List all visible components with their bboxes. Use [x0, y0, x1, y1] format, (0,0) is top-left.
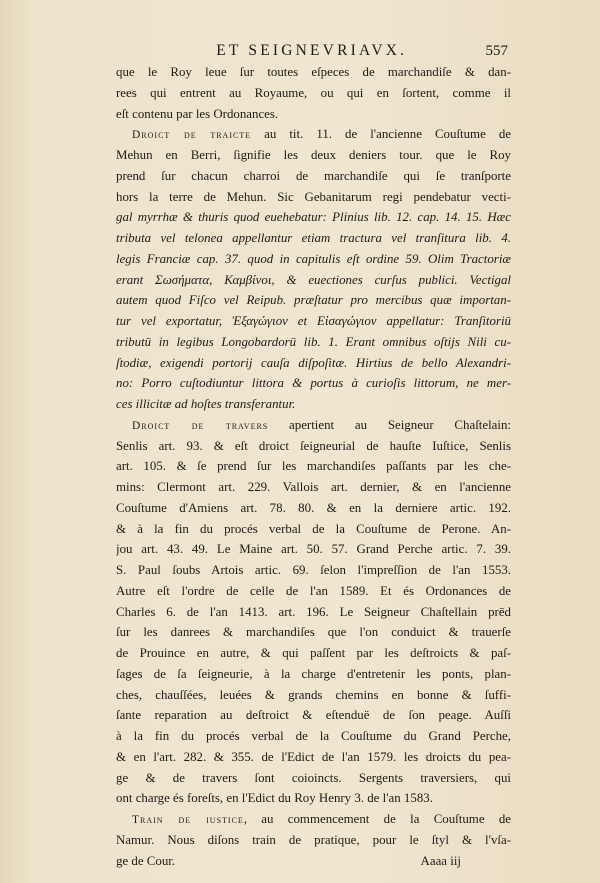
text-line: Mehun en Berri, ſignifie les deux deniers tour. que le Roy — [116, 148, 511, 162]
text-line: & en l'art. 282. & 355. de l'Edict de l'an 1579. les droicts du pea- — [116, 749, 511, 764]
text-line: ſante reparation au deſtroict & eſtenduë de ſon peage. Auſſi — [116, 708, 511, 723]
last-line — [116, 851, 511, 872]
text-line: prend ſur chacun charroi de marchandiſe qui ſe tranſporte — [116, 168, 511, 183]
text-line: mins: Clermont art. 229. Vallois art. dernier, & en l'ancienne — [116, 480, 511, 494]
text-line: ſur les danrees & marchandiſes que l'on conduict & trauerſe — [116, 625, 511, 640]
text-line: Charles 6. de l'an 1413. art. 196. Le Seigneur Chaſtellain prēd — [116, 604, 511, 619]
text-line: à la fin du procés verbal de la Couſtume du Grand Perche, — [116, 729, 511, 743]
text-line: eſt contenu par les Ordonances. — [116, 106, 279, 121]
latin-line: ces illicitæ ad hoſtes transferantur. — [116, 397, 296, 411]
latin-line: tur vel exportatur, Ἐξαγώγιον et Εἰσαγώγιον appellatur: Tranſitoriū — [116, 314, 511, 328]
text-line: Autre eſt l'ordre de celle de l'an 1589. Et és Ordonances de — [116, 583, 511, 598]
text-line: Couſtume d'Amiens art. 78. 80. & en la derniere artic. 192. — [116, 500, 511, 515]
page-number: 557 — [485, 43, 508, 59]
text-line: Namur. Nous diſons train de pratique, pour le ſtyl & l'vſa- — [116, 832, 511, 847]
text-line: ont charge és foreſts, en l'Edict du Roy Henry 3. de l'an 1583. — [116, 791, 433, 806]
text-line: jou art. 43. 49. Le Maine art. 50. 57. Grand Perche artic. 7. 39. — [116, 542, 511, 557]
entry-term: Droict de traicte — [132, 129, 252, 142]
text-span: au tit. 11. de l'ancienne Couſtume de — [251, 127, 511, 142]
text-span: ge de Cour. — [116, 853, 176, 868]
text-line: ſages de ſa ſeigneurie, à la charge d'entretenir les ponts, plan- — [116, 666, 511, 681]
latin-line: tributū in legibus Longobardorū lib. 1. Erant omnibus oſtijs Nili cu- — [116, 334, 511, 349]
text-line: rees qui entrent au Royaume, ou qui en ſortent, comme il — [116, 85, 511, 100]
text-line: art. 105. & ſe prend ſur les marchandiſes paſſants par les che- — [116, 459, 511, 474]
text-span: apertient au Seigneur Chaſtelain: — [268, 417, 511, 432]
latin-line: no: Porro cuſtodiuntur littora & portus à curioſis littorum, ne mer- — [116, 376, 511, 391]
latin-line: ſtodiæ, exigendi portorij cauſa diſpoſitæ. Hirtius de bello Alexandri- — [116, 355, 511, 370]
text-line: S. Paul ſoubs Artois artic. 69. ſelon l'impreſſion de l'an 1553. — [116, 563, 511, 577]
signature-mark: Aaaa iij — [420, 853, 461, 868]
latin-line: tributa vel telonea appellantur etiam tractura vel tranſitura lib. 4. — [116, 231, 511, 245]
running-head: ET SEIGNEVRIAVX. — [216, 42, 408, 59]
page-header — [118, 42, 508, 60]
latin-line: legis Franciæ cap. 37. quod in capitulis eſt ordine 59. Olim Tractoriæ — [116, 251, 511, 266]
latin-line: gal myrrhæ & thuris quod euehebatur: Plinius lib. 12. cap. 14. 15. Hæc — [116, 210, 511, 225]
text-line: ches, chauſſées, leuées & grands chemins en bonne & ſuffi- — [116, 687, 511, 702]
text-span: , au commencement de la Couſtume de — [243, 812, 511, 826]
text-line: hors la terre de Mehun. Sic Gebanitarum regi pendebatur vecti- — [116, 189, 511, 204]
latin-line: autem quod Fiſco vel Reipub. præſtatur pro mercibus quæ importan- — [116, 293, 511, 308]
entry-heading-line — [116, 415, 511, 436]
entry-heading-line — [116, 809, 511, 830]
entry-heading-line — [116, 124, 511, 145]
page-body — [116, 62, 511, 871]
text-line: Senlis art. 93. & eſt droict ſeigneurial de hauſte Iuſtice, Senlis — [116, 438, 511, 453]
entry-term: Droict de travers — [132, 419, 269, 432]
text-line: ge & de travers ſont coioincts. Sergents traversiers, qui — [116, 770, 511, 785]
text-line: de Prouince en autre, & qui paſſent par les deſtroicts & paſ- — [116, 646, 511, 660]
entry-term: Train de iustice — [132, 814, 244, 826]
text-line: & à la fin du procés verbal de la Couſtume de Perone. An- — [116, 521, 511, 536]
text-line: que le Roy leue ſur toutes eſpeces de marchandiſe & dan- — [116, 65, 511, 79]
latin-line: erant Σωσήματα, Καμβίνοι, & euectiones curſus publici. Vectigal — [116, 272, 511, 287]
